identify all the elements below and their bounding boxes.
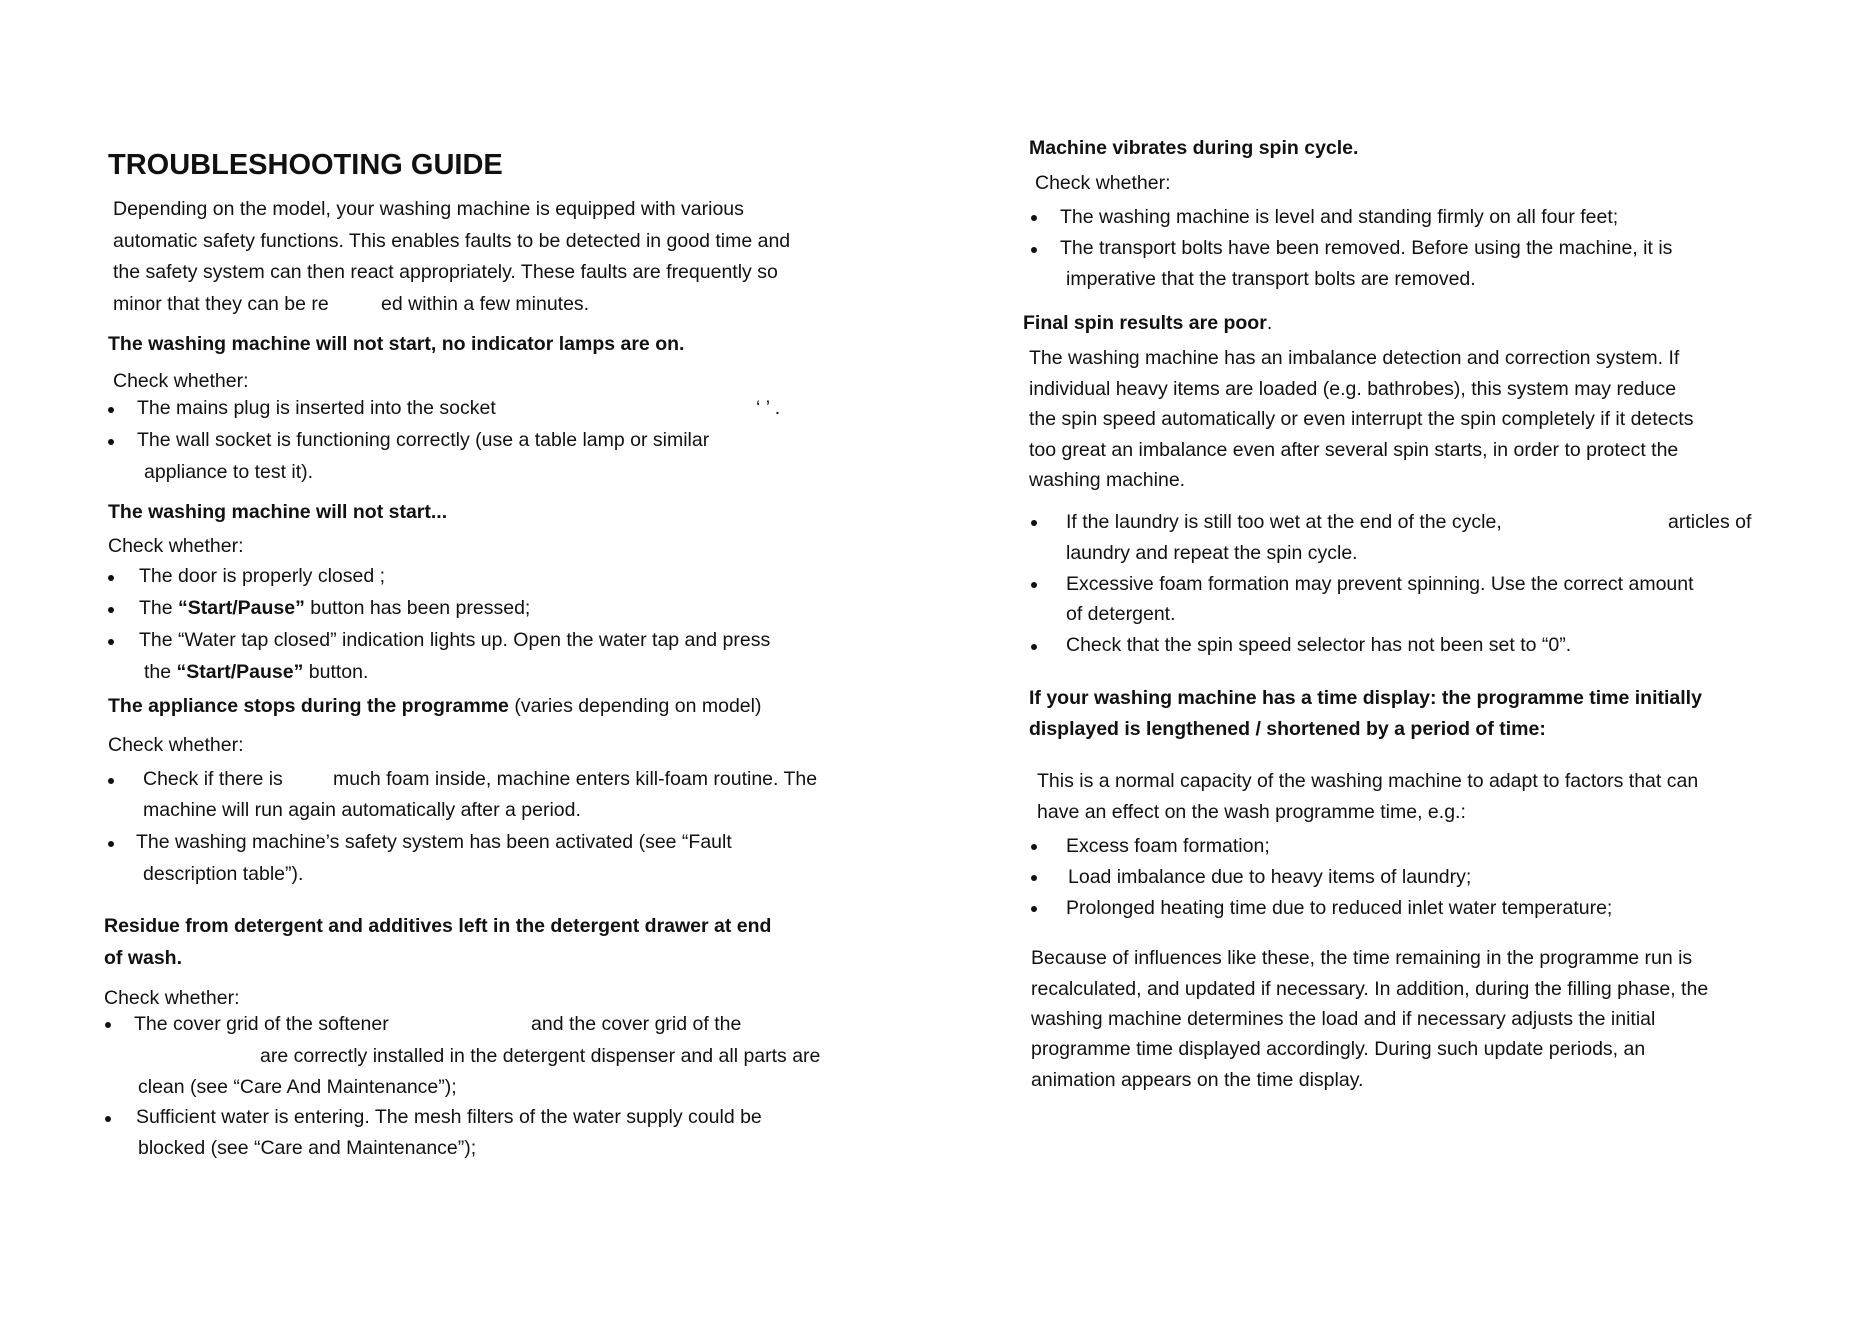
paragraph-line: animation appears on the time display. xyxy=(1031,1069,1364,1091)
list-item: Check that the spin speed selector has not been set to “0”. xyxy=(1066,634,1572,656)
intro-line: Depending on the model, your washing machine is equipped with various xyxy=(113,198,744,220)
paragraph-line: too great an imbalance even after several spin starts, in order to protect the xyxy=(1029,439,1679,461)
list-item: articles of xyxy=(1668,511,1752,533)
list-item: The transport bolts have been removed. Before using the machine, it is xyxy=(1060,237,1673,259)
paragraph-line: the spin speed automatically or even interrupt the spin completely if it detects xyxy=(1029,408,1694,430)
intro-line: the safety system can then react appropriately. These faults are frequently so xyxy=(113,261,778,283)
intro-line: ed within a few minutes. xyxy=(381,293,590,315)
paragraph-line: individual heavy items are loaded (e.g. bathrobes), this system may reduce xyxy=(1029,378,1677,400)
check-whether-label: Check whether: xyxy=(113,370,249,392)
list-item: Sufficient water is entering. The mesh filters of the water supply could be xyxy=(136,1106,762,1128)
list-item: and the cover grid of the xyxy=(531,1013,742,1035)
bullet xyxy=(108,575,114,581)
bullet xyxy=(108,407,114,413)
bullet xyxy=(1031,247,1037,253)
section-heading: Residue from detergent and additives left in the detergent drawer at end xyxy=(104,915,772,937)
list-item: The “Start/Pause” button has been pressed; xyxy=(139,597,531,619)
list-item-continued: blocked (see “Care and Maintenance”); xyxy=(138,1137,477,1159)
section-heading: of wash. xyxy=(104,947,183,969)
list-item: much foam inside, machine enters kill-foam routine. The xyxy=(333,768,818,790)
paragraph-line: washing machine. xyxy=(1029,469,1186,491)
list-item: Load imbalance due to heavy items of laundry; xyxy=(1068,866,1472,888)
section-heading: The washing machine will not start, no indicator lamps are on. xyxy=(108,333,685,355)
paragraph-line: The washing machine has an imbalance detection and correction system. If xyxy=(1029,347,1680,369)
section-heading: Final spin results are poor. xyxy=(1023,312,1273,334)
section-heading: displayed is lengthened / shortened by a period of time: xyxy=(1029,718,1546,740)
list-item-continued: laundry and repeat the spin cycle. xyxy=(1066,542,1358,564)
list-item: Excessive foam formation may prevent spinning. Use the correct amount xyxy=(1066,573,1694,595)
bullet xyxy=(1031,582,1037,588)
bullet xyxy=(1031,875,1037,881)
list-item: The “Water tap closed” indication lights up. Open the water tap and press xyxy=(139,629,771,651)
list-item-continued: clean (see “Care And Maintenance”); xyxy=(138,1076,457,1098)
list-item: The door is properly closed ; xyxy=(139,565,386,587)
list-item: The cover grid of the softener xyxy=(134,1013,389,1035)
section-heading: The washing machine will not start... xyxy=(108,501,448,523)
section-heading: Machine vibrates during spin cycle. xyxy=(1029,137,1359,159)
list-item: The washing machine is level and standing firmly on all four feet; xyxy=(1060,206,1619,228)
bullet xyxy=(1031,215,1037,221)
check-whether-label: Check whether: xyxy=(108,535,244,557)
list-item: Check if there is xyxy=(143,768,283,790)
list-item: Prolonged heating time due to reduced inlet water temperature; xyxy=(1066,897,1613,919)
paragraph-line: Because of influences like these, the time remaining in the programme run is xyxy=(1031,947,1693,969)
paragraph-line: washing machine determines the load and if necessary adjusts the initial xyxy=(1031,1008,1656,1030)
list-item: The wall socket is functioning correctly (use a table lamp or similar xyxy=(137,429,710,451)
bullet xyxy=(1031,644,1037,650)
list-item: The mains plug is inserted into the socket xyxy=(137,397,496,419)
list-item-continued: the “Start/Pause” button. xyxy=(144,661,369,683)
list-item-continued: machine will run again automatically after a period. xyxy=(143,799,581,821)
bullet xyxy=(1031,520,1037,526)
section-heading: If your washing machine has a time display: the programme time initially xyxy=(1029,687,1702,709)
list-item: If the laundry is still too wet at the end of the cycle, xyxy=(1066,511,1502,533)
paragraph-line: This is a normal capacity of the washing machine to adapt to factors that can xyxy=(1037,770,1699,792)
list-item: Excess foam formation; xyxy=(1066,835,1270,857)
intro-line: minor that they can be re xyxy=(113,293,329,315)
paragraph-line: recalculated, and updated if necessary. In addition, during the filling phase, the xyxy=(1031,978,1709,1000)
bullet xyxy=(1031,906,1037,912)
list-item-continued: description table”). xyxy=(143,863,304,885)
bullet xyxy=(108,607,114,613)
bullet xyxy=(108,778,114,784)
list-item-continued: are correctly installed in the detergent dispenser and all parts are xyxy=(260,1045,821,1067)
check-whether-label: Check whether: xyxy=(1035,172,1171,194)
intro-line: automatic safety functions. This enables faults to be detected in good time and xyxy=(113,230,791,252)
bullet xyxy=(108,639,114,645)
page-title: TROUBLESHOOTING GUIDE xyxy=(108,149,503,181)
bullet xyxy=(105,1116,111,1122)
list-item-continued: appliance to test it). xyxy=(144,461,314,483)
bullet xyxy=(108,439,114,445)
section-heading: The appliance stops during the programme (varies depending on model) xyxy=(108,695,762,717)
list-item-continued: imperative that the transport bolts are removed. xyxy=(1066,268,1476,290)
list-item: The washing machine’s safety system has been activated (see “Fault xyxy=(136,831,732,853)
bullet xyxy=(105,1022,111,1028)
list-item-continued: of detergent. xyxy=(1066,603,1176,625)
paragraph-line: have an effect on the wash programme time, e.g.: xyxy=(1037,801,1466,823)
check-whether-label: Check whether: xyxy=(108,734,244,756)
paragraph-line: programme time displayed accordingly. During such update periods, an xyxy=(1031,1038,1646,1060)
bullet xyxy=(108,841,114,847)
check-whether-label: Check whether: xyxy=(104,987,240,1009)
bullet xyxy=(1031,844,1037,850)
quote-marks: ‘ ’ . xyxy=(756,397,781,419)
